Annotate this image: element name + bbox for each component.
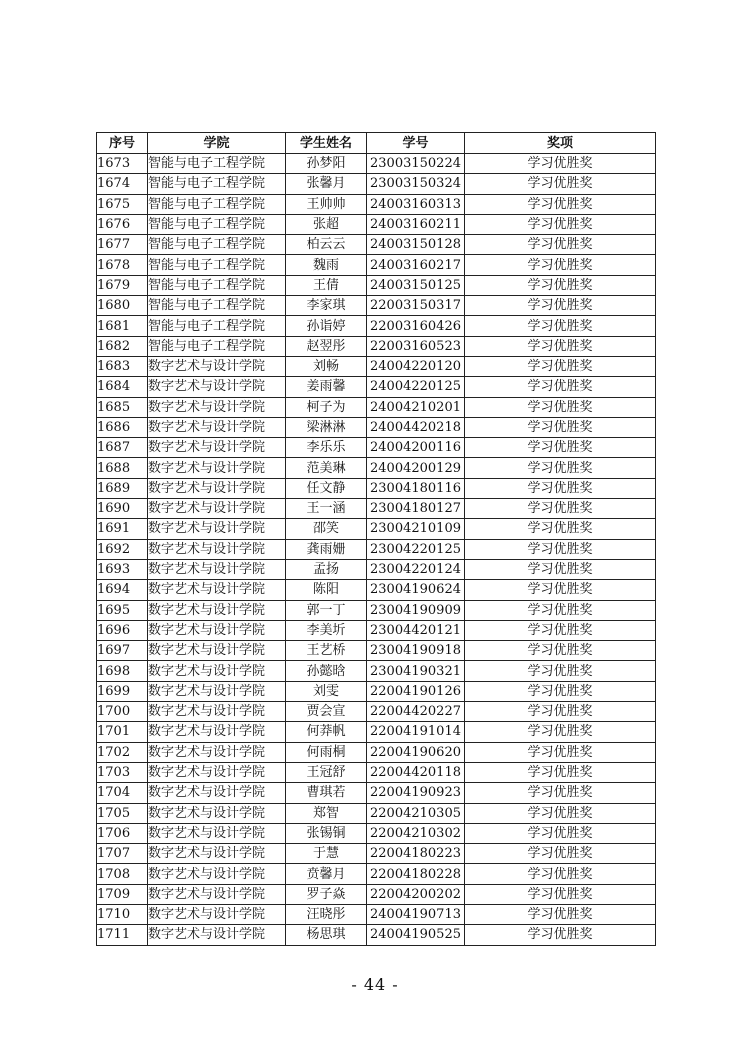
serial-number-cell: 1689 bbox=[97, 478, 148, 498]
college-cell: 数字艺术与设计学院 bbox=[148, 844, 286, 864]
award-cell: 学习优胜奖 bbox=[465, 600, 656, 620]
college-cell: 智能与电子工程学院 bbox=[148, 275, 286, 295]
table-row bbox=[97, 397, 656, 417]
table-row bbox=[97, 844, 656, 864]
table-row bbox=[97, 214, 656, 234]
table-row bbox=[97, 499, 656, 519]
table-row bbox=[97, 316, 656, 336]
award-cell: 学习优胜奖 bbox=[465, 904, 656, 924]
serial-number-cell: 1700 bbox=[97, 702, 148, 722]
serial-number-cell: 1675 bbox=[97, 194, 148, 214]
table-row bbox=[97, 519, 656, 539]
student-id-cell: 22004180228 bbox=[367, 864, 465, 884]
student-name-cell: 刘雯 bbox=[286, 681, 367, 701]
table-row bbox=[97, 438, 656, 458]
serial-number-cell: 1705 bbox=[97, 803, 148, 823]
table-row bbox=[97, 154, 656, 174]
student-id-cell: 24004200116 bbox=[367, 438, 465, 458]
award-cell: 学习优胜奖 bbox=[465, 864, 656, 884]
table-row bbox=[97, 255, 656, 275]
student-id-cell: 24004190525 bbox=[367, 925, 465, 945]
header-student-name: 学生姓名 bbox=[286, 133, 367, 154]
award-cell: 学习优胜奖 bbox=[465, 559, 656, 579]
college-cell: 数字艺术与设计学院 bbox=[148, 458, 286, 478]
college-cell: 智能与电子工程学院 bbox=[148, 296, 286, 316]
serial-number-cell: 1706 bbox=[97, 823, 148, 843]
table-row bbox=[97, 275, 656, 295]
award-cell: 学习优胜奖 bbox=[465, 925, 656, 945]
student-name-cell: 范美琳 bbox=[286, 458, 367, 478]
award-cell: 学习优胜奖 bbox=[465, 539, 656, 559]
student-id-cell: 23004190321 bbox=[367, 661, 465, 681]
student-id-cell: 24004220125 bbox=[367, 377, 465, 397]
college-cell: 数字艺术与设计学院 bbox=[148, 438, 286, 458]
serial-number-cell: 1681 bbox=[97, 316, 148, 336]
student-id-cell: 23004190624 bbox=[367, 580, 465, 600]
student-id-cell: 22004420118 bbox=[367, 762, 465, 782]
student-name-cell: 王艺桥 bbox=[286, 641, 367, 661]
student-name-cell: 孟扬 bbox=[286, 559, 367, 579]
college-cell: 数字艺术与设计学院 bbox=[148, 681, 286, 701]
student-name-cell: 姜雨馨 bbox=[286, 377, 367, 397]
student-name-cell: 张馨月 bbox=[286, 174, 367, 194]
student-name-cell: 孙诣婷 bbox=[286, 316, 367, 336]
college-cell: 数字艺术与设计学院 bbox=[148, 742, 286, 762]
student-name-cell: 赵翌彤 bbox=[286, 336, 367, 356]
table-row bbox=[97, 823, 656, 843]
serial-number-cell: 1691 bbox=[97, 519, 148, 539]
award-cell: 学习优胜奖 bbox=[465, 661, 656, 681]
page-number: - 44 - bbox=[351, 975, 399, 994]
serial-number-cell: 1696 bbox=[97, 620, 148, 640]
table-header-row bbox=[97, 133, 656, 154]
student-name-cell: 魏雨 bbox=[286, 255, 367, 275]
college-cell: 数字艺术与设计学院 bbox=[148, 702, 286, 722]
award-cell: 学习优胜奖 bbox=[465, 438, 656, 458]
student-id-cell: 23004220124 bbox=[367, 559, 465, 579]
student-id-cell: 22004190923 bbox=[367, 783, 465, 803]
serial-number-cell: 1698 bbox=[97, 661, 148, 681]
serial-number-cell: 1701 bbox=[97, 722, 148, 742]
table-row bbox=[97, 377, 656, 397]
serial-number-cell: 1685 bbox=[97, 397, 148, 417]
award-cell: 学习优胜奖 bbox=[465, 823, 656, 843]
student-name-cell: 郑智 bbox=[286, 803, 367, 823]
student-name-cell: 郭一丁 bbox=[286, 600, 367, 620]
college-cell: 智能与电子工程学院 bbox=[148, 336, 286, 356]
award-cell: 学习优胜奖 bbox=[465, 681, 656, 701]
college-cell: 数字艺术与设计学院 bbox=[148, 580, 286, 600]
student-name-cell: 刘畅 bbox=[286, 356, 367, 376]
college-cell: 数字艺术与设计学院 bbox=[148, 397, 286, 417]
award-cell: 学习优胜奖 bbox=[465, 702, 656, 722]
college-cell: 智能与电子工程学院 bbox=[148, 255, 286, 275]
table-row bbox=[97, 904, 656, 924]
table-body bbox=[97, 154, 656, 946]
college-cell: 数字艺术与设计学院 bbox=[148, 559, 286, 579]
student-name-cell: 龚雨姗 bbox=[286, 539, 367, 559]
college-cell: 数字艺术与设计学院 bbox=[148, 499, 286, 519]
table-row bbox=[97, 742, 656, 762]
serial-number-cell: 1709 bbox=[97, 884, 148, 904]
college-cell: 智能与电子工程学院 bbox=[148, 214, 286, 234]
award-cell: 学习优胜奖 bbox=[465, 641, 656, 661]
student-id-cell: 22004210302 bbox=[367, 823, 465, 843]
award-cell: 学习优胜奖 bbox=[465, 844, 656, 864]
table-row bbox=[97, 702, 656, 722]
table-row bbox=[97, 722, 656, 742]
college-cell: 数字艺术与设计学院 bbox=[148, 539, 286, 559]
student-name-cell: 李家琪 bbox=[286, 296, 367, 316]
serial-number-cell: 1710 bbox=[97, 904, 148, 924]
student-id-cell: 22004190620 bbox=[367, 742, 465, 762]
student-id-cell: 23003150324 bbox=[367, 174, 465, 194]
college-cell: 智能与电子工程学院 bbox=[148, 235, 286, 255]
serial-number-cell: 1707 bbox=[97, 844, 148, 864]
student-name-cell: 李美圻 bbox=[286, 620, 367, 640]
serial-number-cell: 1697 bbox=[97, 641, 148, 661]
table-row bbox=[97, 783, 656, 803]
award-cell: 学习优胜奖 bbox=[465, 235, 656, 255]
student-id-cell: 24003160313 bbox=[367, 194, 465, 214]
college-cell: 数字艺术与设计学院 bbox=[148, 783, 286, 803]
student-id-cell: 24003150128 bbox=[367, 235, 465, 255]
table-row bbox=[97, 417, 656, 437]
college-cell: 数字艺术与设计学院 bbox=[148, 519, 286, 539]
student-name-cell: 李乐乐 bbox=[286, 438, 367, 458]
award-cell: 学习优胜奖 bbox=[465, 316, 656, 336]
table-row bbox=[97, 661, 656, 681]
table-row bbox=[97, 681, 656, 701]
serial-number-cell: 1677 bbox=[97, 235, 148, 255]
award-cell: 学习优胜奖 bbox=[465, 803, 656, 823]
student-name-cell: 柏云云 bbox=[286, 235, 367, 255]
student-name-cell: 王帅帅 bbox=[286, 194, 367, 214]
award-cell: 学习优胜奖 bbox=[465, 783, 656, 803]
student-id-cell: 24004190713 bbox=[367, 904, 465, 924]
award-cell: 学习优胜奖 bbox=[465, 762, 656, 782]
student-id-cell: 24004420218 bbox=[367, 417, 465, 437]
student-id-cell: 24004220120 bbox=[367, 356, 465, 376]
serial-number-cell: 1690 bbox=[97, 499, 148, 519]
student-id-cell: 23004190909 bbox=[367, 600, 465, 620]
student-id-cell: 23004180116 bbox=[367, 478, 465, 498]
student-id-cell: 24004210201 bbox=[367, 397, 465, 417]
serial-number-cell: 1684 bbox=[97, 377, 148, 397]
award-cell: 学习优胜奖 bbox=[465, 336, 656, 356]
student-name-cell: 何莽帆 bbox=[286, 722, 367, 742]
serial-number-cell: 1711 bbox=[97, 925, 148, 945]
student-id-cell: 22003160426 bbox=[367, 316, 465, 336]
table-row bbox=[97, 458, 656, 478]
award-cell: 学习优胜奖 bbox=[465, 884, 656, 904]
student-id-cell: 24004200129 bbox=[367, 458, 465, 478]
college-cell: 数字艺术与设计学院 bbox=[148, 661, 286, 681]
header-college: 学院 bbox=[148, 133, 286, 154]
student-name-cell: 孙懿晗 bbox=[286, 661, 367, 681]
serial-number-cell: 1679 bbox=[97, 275, 148, 295]
award-cell: 学习优胜奖 bbox=[465, 194, 656, 214]
serial-number-cell: 1676 bbox=[97, 214, 148, 234]
table-row bbox=[97, 925, 656, 945]
student-id-cell: 23004180127 bbox=[367, 499, 465, 519]
serial-number-cell: 1703 bbox=[97, 762, 148, 782]
table-row bbox=[97, 336, 656, 356]
award-cell: 学习优胜奖 bbox=[465, 296, 656, 316]
table-row bbox=[97, 600, 656, 620]
award-cell: 学习优胜奖 bbox=[465, 174, 656, 194]
student-id-cell: 22003150317 bbox=[367, 296, 465, 316]
serial-number-cell: 1688 bbox=[97, 458, 148, 478]
student-id-cell: 22004190126 bbox=[367, 681, 465, 701]
student-id-cell: 22004420227 bbox=[367, 702, 465, 722]
student-name-cell: 王一涵 bbox=[286, 499, 367, 519]
serial-number-cell: 1693 bbox=[97, 559, 148, 579]
header-student-id: 学号 bbox=[367, 133, 465, 154]
student-name-cell: 于慧 bbox=[286, 844, 367, 864]
serial-number-cell: 1704 bbox=[97, 783, 148, 803]
college-cell: 数字艺术与设计学院 bbox=[148, 803, 286, 823]
serial-number-cell: 1680 bbox=[97, 296, 148, 316]
table-row bbox=[97, 194, 656, 214]
college-cell: 数字艺术与设计学院 bbox=[148, 377, 286, 397]
award-cell: 学习优胜奖 bbox=[465, 275, 656, 295]
table-row bbox=[97, 539, 656, 559]
award-cell: 学习优胜奖 bbox=[465, 214, 656, 234]
student-id-cell: 23004420121 bbox=[367, 620, 465, 640]
table-row bbox=[97, 478, 656, 498]
student-name-cell: 贾会宣 bbox=[286, 702, 367, 722]
table-row bbox=[97, 356, 656, 376]
student-name-cell: 何雨桐 bbox=[286, 742, 367, 762]
student-name-cell: 王倩 bbox=[286, 275, 367, 295]
student-id-cell: 23003150224 bbox=[367, 154, 465, 174]
award-cell: 学习优胜奖 bbox=[465, 722, 656, 742]
serial-number-cell: 1682 bbox=[97, 336, 148, 356]
serial-number-cell: 1686 bbox=[97, 417, 148, 437]
college-cell: 数字艺术与设计学院 bbox=[148, 356, 286, 376]
student-name-cell: 梁淋淋 bbox=[286, 417, 367, 437]
student-name-cell: 贲馨月 bbox=[286, 864, 367, 884]
college-cell: 数字艺术与设计学院 bbox=[148, 925, 286, 945]
college-cell: 数字艺术与设计学院 bbox=[148, 762, 286, 782]
student-id-cell: 24003160217 bbox=[367, 255, 465, 275]
college-cell: 数字艺术与设计学院 bbox=[148, 823, 286, 843]
serial-number-cell: 1708 bbox=[97, 864, 148, 884]
student-name-cell: 张超 bbox=[286, 214, 367, 234]
student-name-cell: 曹琪若 bbox=[286, 783, 367, 803]
college-cell: 智能与电子工程学院 bbox=[148, 194, 286, 214]
student-name-cell: 杨思琪 bbox=[286, 925, 367, 945]
college-cell: 数字艺术与设计学院 bbox=[148, 884, 286, 904]
college-cell: 数字艺术与设计学院 bbox=[148, 620, 286, 640]
college-cell: 数字艺术与设计学院 bbox=[148, 641, 286, 661]
student-name-cell: 柯子为 bbox=[286, 397, 367, 417]
award-cell: 学习优胜奖 bbox=[465, 377, 656, 397]
college-cell: 数字艺术与设计学院 bbox=[148, 904, 286, 924]
college-cell: 数字艺术与设计学院 bbox=[148, 722, 286, 742]
college-cell: 数字艺术与设计学院 bbox=[148, 864, 286, 884]
student-name-cell: 陈阳 bbox=[286, 580, 367, 600]
student-id-cell: 22004210305 bbox=[367, 803, 465, 823]
award-cell: 学习优胜奖 bbox=[465, 417, 656, 437]
student-name-cell: 张锡铜 bbox=[286, 823, 367, 843]
award-cell: 学习优胜奖 bbox=[465, 519, 656, 539]
serial-number-cell: 1692 bbox=[97, 539, 148, 559]
student-id-cell: 22004191014 bbox=[367, 722, 465, 742]
serial-number-cell: 1694 bbox=[97, 580, 148, 600]
student-id-cell: 23004210109 bbox=[367, 519, 465, 539]
student-name-cell: 汪晓彤 bbox=[286, 904, 367, 924]
table-row bbox=[97, 641, 656, 661]
award-cell: 学习优胜奖 bbox=[465, 255, 656, 275]
student-id-cell: 23004190918 bbox=[367, 641, 465, 661]
student-id-cell: 22004200202 bbox=[367, 884, 465, 904]
student-name-cell: 邵笑 bbox=[286, 519, 367, 539]
student-name-cell: 任文静 bbox=[286, 478, 367, 498]
award-cell: 学习优胜奖 bbox=[465, 620, 656, 640]
serial-number-cell: 1674 bbox=[97, 174, 148, 194]
table-row bbox=[97, 864, 656, 884]
student-name-cell: 王冠舒 bbox=[286, 762, 367, 782]
student-id-cell: 22004180223 bbox=[367, 844, 465, 864]
award-cell: 学习优胜奖 bbox=[465, 397, 656, 417]
award-cell: 学习优胜奖 bbox=[465, 580, 656, 600]
header-serial-number: 序号 bbox=[97, 133, 148, 154]
college-cell: 智能与电子工程学院 bbox=[148, 316, 286, 336]
serial-number-cell: 1683 bbox=[97, 356, 148, 376]
table-row bbox=[97, 580, 656, 600]
serial-number-cell: 1695 bbox=[97, 600, 148, 620]
student-id-cell: 22003160523 bbox=[367, 336, 465, 356]
college-cell: 智能与电子工程学院 bbox=[148, 174, 286, 194]
table-row bbox=[97, 235, 656, 255]
serial-number-cell: 1699 bbox=[97, 681, 148, 701]
student-id-cell: 23004220125 bbox=[367, 539, 465, 559]
student-name-cell: 罗子焱 bbox=[286, 884, 367, 904]
college-cell: 数字艺术与设计学院 bbox=[148, 478, 286, 498]
award-cell: 学习优胜奖 bbox=[465, 499, 656, 519]
college-cell: 数字艺术与设计学院 bbox=[148, 417, 286, 437]
table-row bbox=[97, 296, 656, 316]
table-row bbox=[97, 620, 656, 640]
award-table bbox=[96, 132, 656, 946]
college-cell: 智能与电子工程学院 bbox=[148, 154, 286, 174]
award-cell: 学习优胜奖 bbox=[465, 356, 656, 376]
student-name-cell: 孙梦阳 bbox=[286, 154, 367, 174]
serial-number-cell: 1702 bbox=[97, 742, 148, 762]
serial-number-cell: 1678 bbox=[97, 255, 148, 275]
award-cell: 学习优胜奖 bbox=[465, 742, 656, 762]
award-cell: 学习优胜奖 bbox=[465, 478, 656, 498]
table-row bbox=[97, 559, 656, 579]
award-cell: 学习优胜奖 bbox=[465, 154, 656, 174]
table-row bbox=[97, 174, 656, 194]
table-row bbox=[97, 884, 656, 904]
serial-number-cell: 1687 bbox=[97, 438, 148, 458]
table-row bbox=[97, 762, 656, 782]
table-row bbox=[97, 803, 656, 823]
student-id-cell: 24003160211 bbox=[367, 214, 465, 234]
award-cell: 学习优胜奖 bbox=[465, 458, 656, 478]
serial-number-cell: 1673 bbox=[97, 154, 148, 174]
header-award: 奖项 bbox=[465, 133, 656, 154]
college-cell: 数字艺术与设计学院 bbox=[148, 600, 286, 620]
student-id-cell: 24003150125 bbox=[367, 275, 465, 295]
